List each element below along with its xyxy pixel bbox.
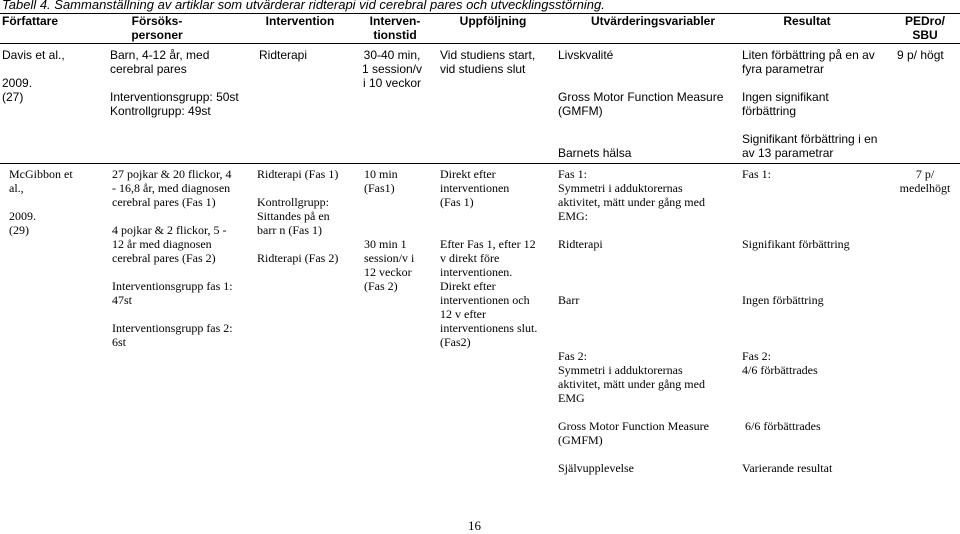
cell-line: Kontrollgrupp:	[257, 195, 329, 209]
cell-spacer	[742, 265, 850, 279]
cell-line: Direkt efter	[440, 167, 496, 181]
cell-line: Fas 2:	[558, 349, 588, 363]
header-result: Resultat	[783, 14, 831, 28]
table-caption: Tabell 4. Sammanställning av artiklar som utvärderar ridterapi vid cerebral pares och utvecklingsstörning.	[2, 0, 605, 12]
cell-spacer	[558, 132, 723, 146]
cell-spacer	[742, 321, 850, 335]
cell-line: Vid studiens start,	[440, 48, 536, 62]
header-bottom-rule	[0, 43, 960, 44]
row1-persons	[110, 48, 239, 118]
cell-line: vid studiens slut	[440, 62, 526, 76]
cell-line: Gross Motor Function Measure	[558, 419, 709, 433]
cell-line: Fas 2:	[742, 349, 772, 363]
row1-intervention	[259, 48, 307, 62]
cell-spacer	[558, 251, 709, 265]
row-separator	[0, 163, 960, 164]
header-persons	[102, 14, 212, 42]
cell-spacer	[742, 307, 850, 321]
cell-spacer	[558, 307, 709, 321]
cell-line: interventionen och	[440, 293, 530, 307]
cell-spacer	[440, 209, 537, 223]
cell-spacer	[742, 223, 850, 237]
cell-line: (Fas 2)	[364, 279, 398, 293]
row2-persons	[112, 167, 233, 349]
cell-line: (Fas 1)	[440, 195, 474, 209]
header-followup: Uppföljning	[459, 14, 527, 28]
cell-line: 2009.	[2, 76, 33, 90]
cell-line: 6st	[112, 335, 127, 349]
cell-line: (Fas2)	[440, 335, 471, 349]
cell-line: Ridterapi	[259, 48, 308, 62]
cell-line: barr n (Fas 1)	[257, 223, 322, 237]
cell-spacer	[742, 209, 850, 223]
cell-line: (29)	[9, 223, 29, 237]
cell-line: interventionen	[440, 181, 510, 195]
cell-line: 30 min 1	[364, 237, 407, 251]
cell-line: Interventionsgrupp fas 1:	[112, 279, 233, 293]
cell-line: 47st	[112, 293, 133, 307]
row2-variables	[558, 167, 709, 475]
cell-line: 4/6 förbättrades	[742, 363, 818, 377]
cell-line: interventionens slut.	[440, 321, 538, 335]
header-duration	[355, 14, 435, 42]
cell-line: 1 session/v	[361, 62, 423, 76]
row1-author	[2, 48, 65, 104]
cell-spacer	[558, 321, 709, 335]
row2-quality	[885, 167, 960, 195]
cell-line: Varierande resultat	[742, 461, 833, 475]
cell-spacer	[742, 335, 850, 349]
cell-spacer	[110, 76, 239, 90]
cell-line: al.,	[9, 181, 24, 195]
cell-line: 12 veckor	[364, 265, 412, 279]
cell-spacer	[742, 391, 850, 405]
cell-spacer	[2, 62, 65, 76]
cell-line: aktivitet, mätt under gång med	[558, 377, 705, 391]
cell-line: 12 v efter	[440, 307, 486, 321]
cell-line: session/v i	[364, 251, 415, 265]
cell-line: (GMFM)	[558, 104, 603, 118]
row1-variables	[558, 48, 723, 160]
cell-spacer	[742, 251, 850, 265]
header-author: Författare	[2, 14, 59, 28]
cell-spacer	[742, 433, 850, 447]
header-intervention: Intervention	[265, 14, 335, 28]
cell-line: aktivitet, mätt under gång med	[558, 195, 705, 209]
cell-spacer	[440, 223, 537, 237]
cell-line: interventionen.	[440, 265, 513, 279]
cell-spacer	[9, 195, 73, 209]
cell-line: medelhögt	[899, 181, 951, 195]
cell-line: cerebral pares (Fas 1)	[112, 195, 216, 209]
cell-spacer	[112, 209, 233, 223]
cell-line: cerebral pares	[110, 62, 187, 76]
cell-line: Livskvalité	[558, 48, 614, 62]
cell-line: - 16,8 år, med diagnosen	[112, 181, 231, 195]
cell-spacer	[558, 76, 723, 90]
cell-line: Liten förbättring på en av	[742, 48, 875, 62]
cell-line: Symmetri i adduktorernas	[558, 363, 683, 377]
header-quality-line: PEDro/	[904, 14, 945, 28]
cell-line: v direkt före	[440, 251, 500, 265]
cell-spacer	[257, 237, 338, 251]
row1-result	[742, 48, 877, 160]
cell-spacer	[364, 223, 414, 237]
row1-followup	[440, 48, 535, 76]
cell-line: Sittandes på en	[257, 209, 330, 223]
row2-result	[742, 167, 850, 475]
cell-line: Ingen signifikant	[742, 90, 829, 104]
cell-line: Fas 1:	[558, 167, 588, 181]
cell-line: Självupplevelse	[558, 461, 634, 475]
cell-line: 4 pojkar & 2 flickor, 5 -	[112, 223, 227, 237]
cell-spacer	[742, 279, 850, 293]
cell-line: 30-40 min,	[363, 48, 421, 62]
header-variables: Utvärderingsvariabler	[590, 14, 716, 28]
cell-spacer	[257, 181, 338, 195]
cell-line: Ingen förbättring	[742, 293, 824, 307]
header-persons-line: personer	[131, 28, 183, 42]
cell-line: 2009.	[9, 209, 36, 223]
cell-spacer	[558, 279, 709, 293]
row2-duration	[364, 167, 414, 293]
header-persons-line: Försöks-	[131, 14, 183, 28]
cell-spacer	[742, 195, 850, 209]
cell-spacer	[558, 265, 709, 279]
cell-spacer	[558, 335, 709, 349]
cell-line: Barr	[558, 293, 580, 307]
cell-line: fyra parametrar	[742, 62, 825, 76]
cell-line: Fas 1:	[742, 167, 772, 181]
cell-line: 10 min	[364, 167, 398, 181]
cell-spacer	[558, 223, 709, 237]
cell-line: Davis et al.,	[2, 48, 65, 62]
header-quality	[895, 14, 955, 42]
cell-line: Signifikant förbättring	[742, 237, 850, 251]
cell-spacer	[112, 265, 233, 279]
cell-line: 6/6 förbättrades	[742, 419, 821, 433]
cell-line: 9 p/ högt	[897, 48, 944, 62]
cell-spacer	[364, 209, 414, 223]
cell-line: (27)	[2, 90, 24, 104]
cell-spacer	[742, 405, 850, 419]
cell-spacer	[112, 307, 233, 321]
cell-line: EMG:	[558, 209, 588, 223]
cell-line: McGibbon et	[9, 167, 73, 181]
header-duration-line: tionstid	[373, 28, 417, 42]
cell-line: Interventionsgrupp fas 2:	[112, 321, 233, 335]
cell-line: Gross Motor Function Measure	[558, 90, 724, 104]
cell-spacer	[364, 195, 414, 209]
cell-line: EMG	[558, 391, 585, 405]
row1-duration	[352, 48, 432, 90]
cell-spacer	[742, 118, 877, 132]
cell-line: (GMFM)	[558, 433, 603, 447]
cell-spacer	[558, 405, 709, 419]
cell-spacer	[558, 118, 723, 132]
cell-line: Efter Fas 1, efter 12	[440, 237, 536, 251]
cell-line: Barn, 4-12 år, med	[110, 48, 210, 62]
cell-line: Kontrollgrupp: 49st	[110, 104, 211, 118]
page-number: 16	[468, 518, 481, 533]
cell-line: i 10 veckor	[362, 76, 422, 90]
cell-spacer	[742, 181, 850, 195]
cell-spacer	[742, 377, 850, 391]
header-duration-line: Interven-	[369, 14, 421, 28]
cell-spacer	[558, 62, 723, 76]
cell-line: Symmetri i adduktorernas	[558, 181, 683, 195]
cell-line: Ridterapi (Fas 1)	[257, 167, 339, 181]
cell-line: 12 år med diagnosen	[112, 237, 212, 251]
cell-line: Signifikant förbättring i en	[742, 132, 878, 146]
cell-line: Barnets hälsa	[558, 146, 632, 160]
cell-line: av 13 parametrar	[742, 146, 834, 160]
row2-intervention	[257, 167, 338, 265]
cell-line: 7 p/	[915, 167, 935, 181]
row1-quality	[897, 48, 944, 62]
cell-line: cerebral pares (Fas 2)	[112, 251, 216, 265]
cell-spacer	[742, 76, 877, 90]
cell-spacer	[558, 447, 709, 461]
cell-line: (Fas1)	[364, 181, 395, 195]
header-quality-line: SBU	[912, 28, 938, 42]
cell-line: förbättring	[742, 104, 797, 118]
cell-line: Ridterapi	[558, 237, 603, 251]
row2-followup	[440, 167, 537, 349]
cell-line: Direkt efter	[440, 279, 496, 293]
cell-spacer	[742, 447, 850, 461]
row2-author	[9, 167, 73, 237]
cell-line: Interventionsgrupp: 50st	[110, 90, 239, 104]
cell-line: 27 pojkar & 20 flickor, 4	[112, 167, 232, 181]
cell-line: Ridterapi (Fas 2)	[257, 251, 339, 265]
